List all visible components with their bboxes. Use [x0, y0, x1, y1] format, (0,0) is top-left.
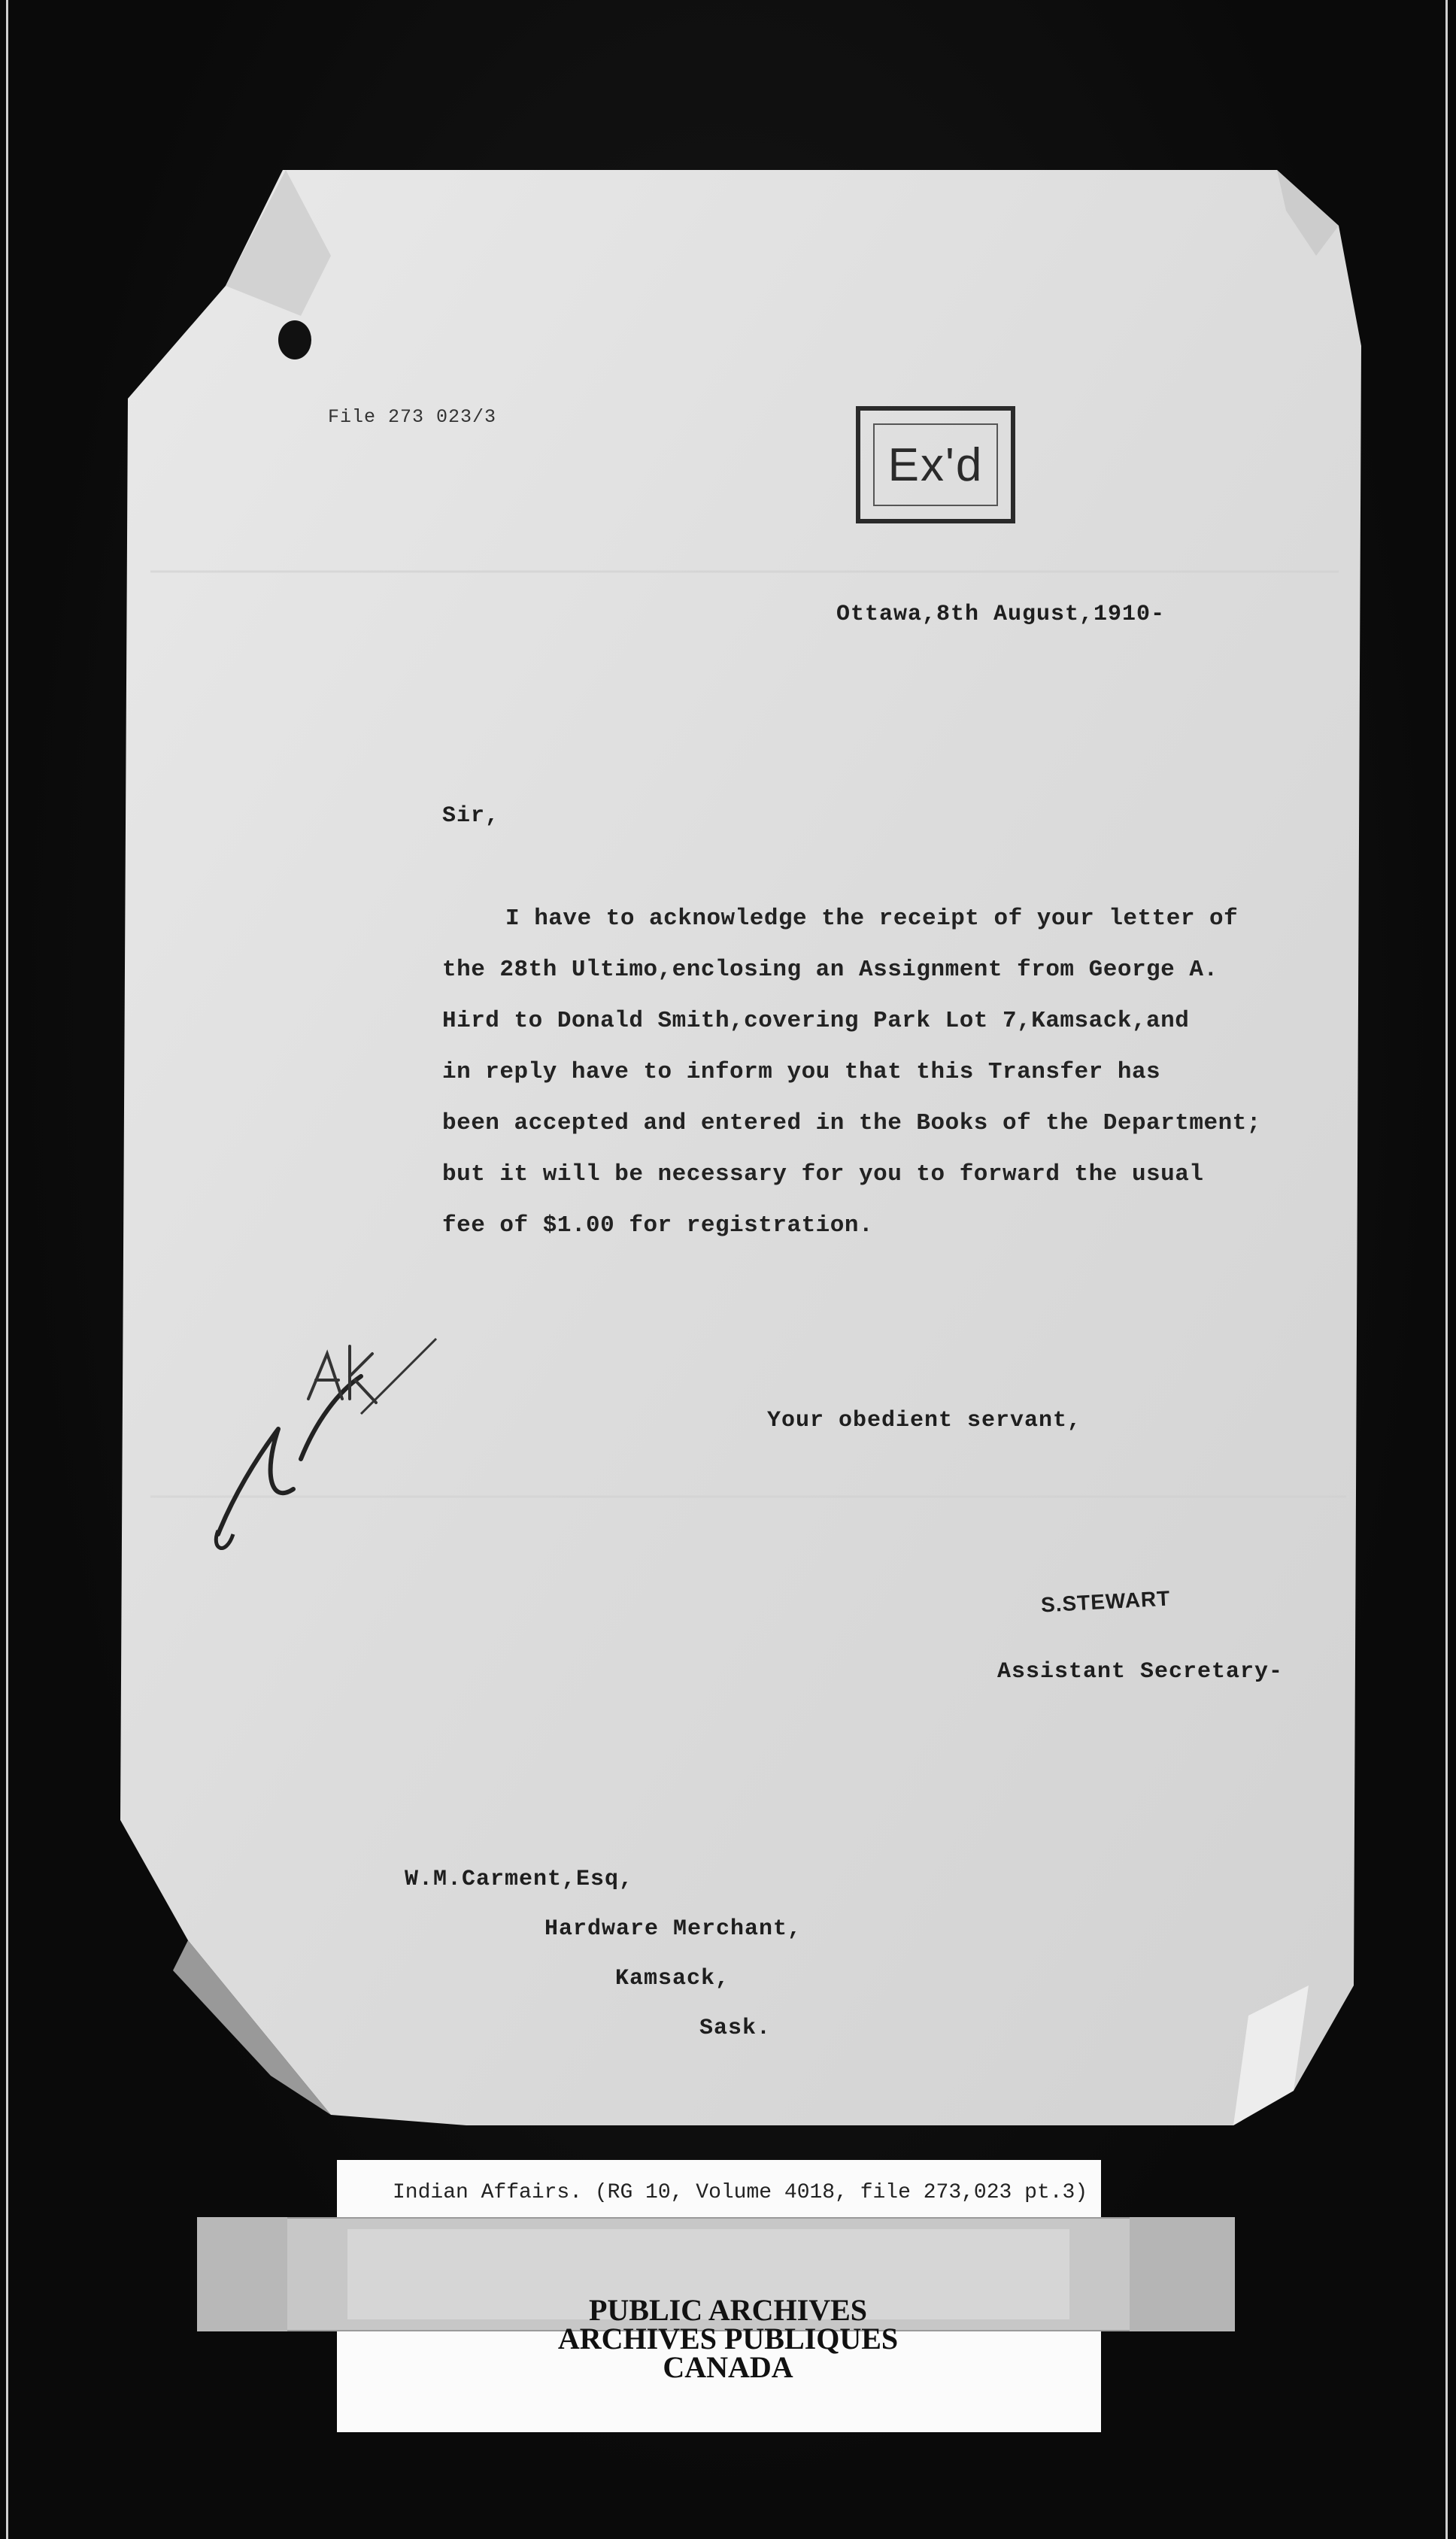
exd-stamp	[856, 406, 1015, 523]
address-line: Hardware Merchant,	[544, 1916, 802, 1942]
exd-stamp-text: Ex'd	[873, 423, 998, 506]
address-name: W.M.Carment,Esq,	[405, 1867, 634, 1892]
body-line: in reply have to inform you that this Transfer has	[442, 1059, 1161, 1085]
body-line: been accepted and entered in the Books of the Department;	[442, 1110, 1261, 1136]
archive-stamp-line-1: PUBLIC ARCHIVES	[588, 2293, 868, 2327]
address-line: Kamsack,	[615, 1966, 730, 1991]
salutation: Sir,	[442, 803, 500, 829]
body-line: the 28th Ultimo,enclosing an Assignment from George A.	[442, 957, 1218, 983]
closing: Your obedient servant,	[767, 1408, 1082, 1433]
archive-stamp-line-3: CANADA	[663, 2350, 793, 2384]
body-line: I have to acknowledge the receipt of your letter of	[505, 905, 1239, 932]
signature: S.STEWART	[1040, 1586, 1172, 1617]
date-line: Ottawa,8th August,1910-	[836, 602, 1166, 627]
archive-stamp-line-2: ARCHIVES PUBLIQUES	[557, 2322, 899, 2355]
body-line: Hird to Donald Smith,covering Park Lot 7,Kamsack,and	[442, 1008, 1190, 1034]
body-line: but it will be necessary for you to forward the usual	[442, 1161, 1204, 1188]
signature-title: Assistant Secretary-	[997, 1659, 1284, 1685]
archive-caption: Indian Affairs. (RG 10, Volume 4018, file 273,023 pt.3)	[393, 2181, 1088, 2204]
body-line: fee of $1.00 for registration.	[442, 1212, 874, 1239]
margin-initials-scribble	[188, 1309, 459, 1564]
address-line: Sask.	[699, 2016, 772, 2041]
file-reference: File 273 023/3	[328, 406, 497, 428]
